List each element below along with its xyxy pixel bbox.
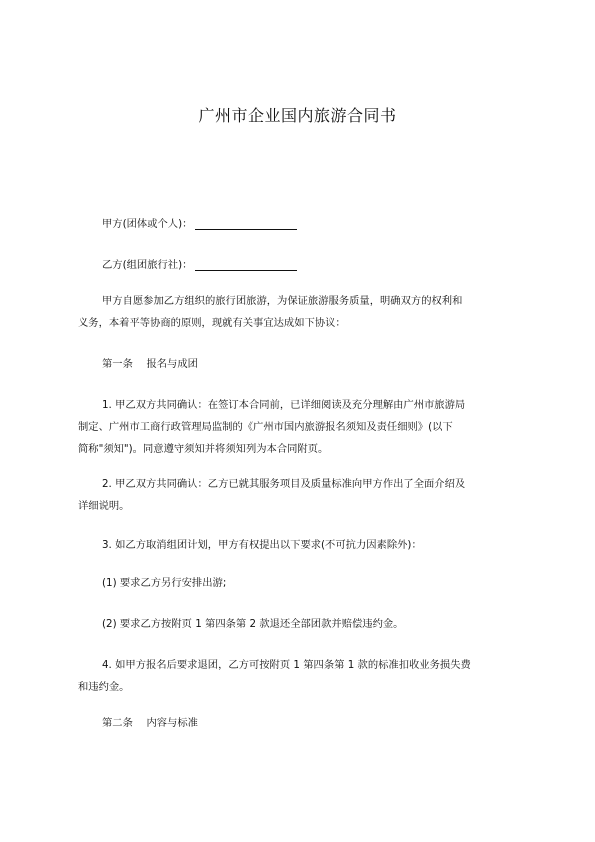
clause-3-item-2: (2) 要求乙方按附页 1 第四条第 2 款退还全部团款并赔偿违约金。 xyxy=(102,618,404,630)
party-a-label: 甲方(团体或个人)： xyxy=(102,218,193,230)
clause-2-line-1: 2. 甲乙双方共同确认：乙方已就其服务项目及质量标准向甲方作出了全面介绍及 xyxy=(102,478,466,490)
article-1-heading: 第一条 报名与成团 xyxy=(102,358,198,370)
clause-1-line-1: 1. 甲乙双方共同确认：在签订本合同前，已详细阅读及充分理解由广州市旅游局 xyxy=(102,399,466,411)
clause-4-line-2: 和违约金。 xyxy=(78,681,130,693)
intro-line-1: 甲方自愿参加乙方组织的旅行团旅游，为保证旅游服务质量，明确双方的权利和 xyxy=(102,295,463,307)
intro-line-2: 义务，本着平等协商的原则，现就有关事宜达成如下协议： xyxy=(78,317,346,329)
clause-3-item-1: (1) 要求乙方另行安排出游; xyxy=(102,577,227,589)
clause-4-line-1: 4. 如甲方报名后要求退团，乙方可按附页 1 第四条第 1 款的标准扣收业务损失费 xyxy=(102,659,471,671)
party-b-blank xyxy=(195,256,297,271)
clause-1-paragraph xyxy=(78,394,542,460)
party-a-line xyxy=(102,213,542,235)
clause-2-line-2: 详细说明。 xyxy=(78,500,130,512)
clause-1-line-3: 简称"须知")。同意遵守须知并将须知列为本合同附页。 xyxy=(78,443,329,455)
clause-3: 3. 如乙方取消组团计划，甲方有权提出以下要求(不可抗力因素除外)： xyxy=(102,539,422,551)
clause-2-paragraph xyxy=(78,473,542,517)
article-2-heading: 第二条 内容与标准 xyxy=(102,717,198,729)
clause-4-paragraph xyxy=(78,654,542,698)
intro-paragraph xyxy=(78,290,542,334)
document-title: 广州市企业国内旅游合同书 xyxy=(198,106,397,125)
party-a-blank xyxy=(195,215,297,230)
party-b-line xyxy=(102,254,542,276)
clause-1-line-2: 制定、广州市工商行政管理局监制的《广州市国内旅游报名须知及责任细则》(以下 xyxy=(78,421,453,433)
party-b-label: 乙方(组团旅行社)： xyxy=(102,259,193,271)
